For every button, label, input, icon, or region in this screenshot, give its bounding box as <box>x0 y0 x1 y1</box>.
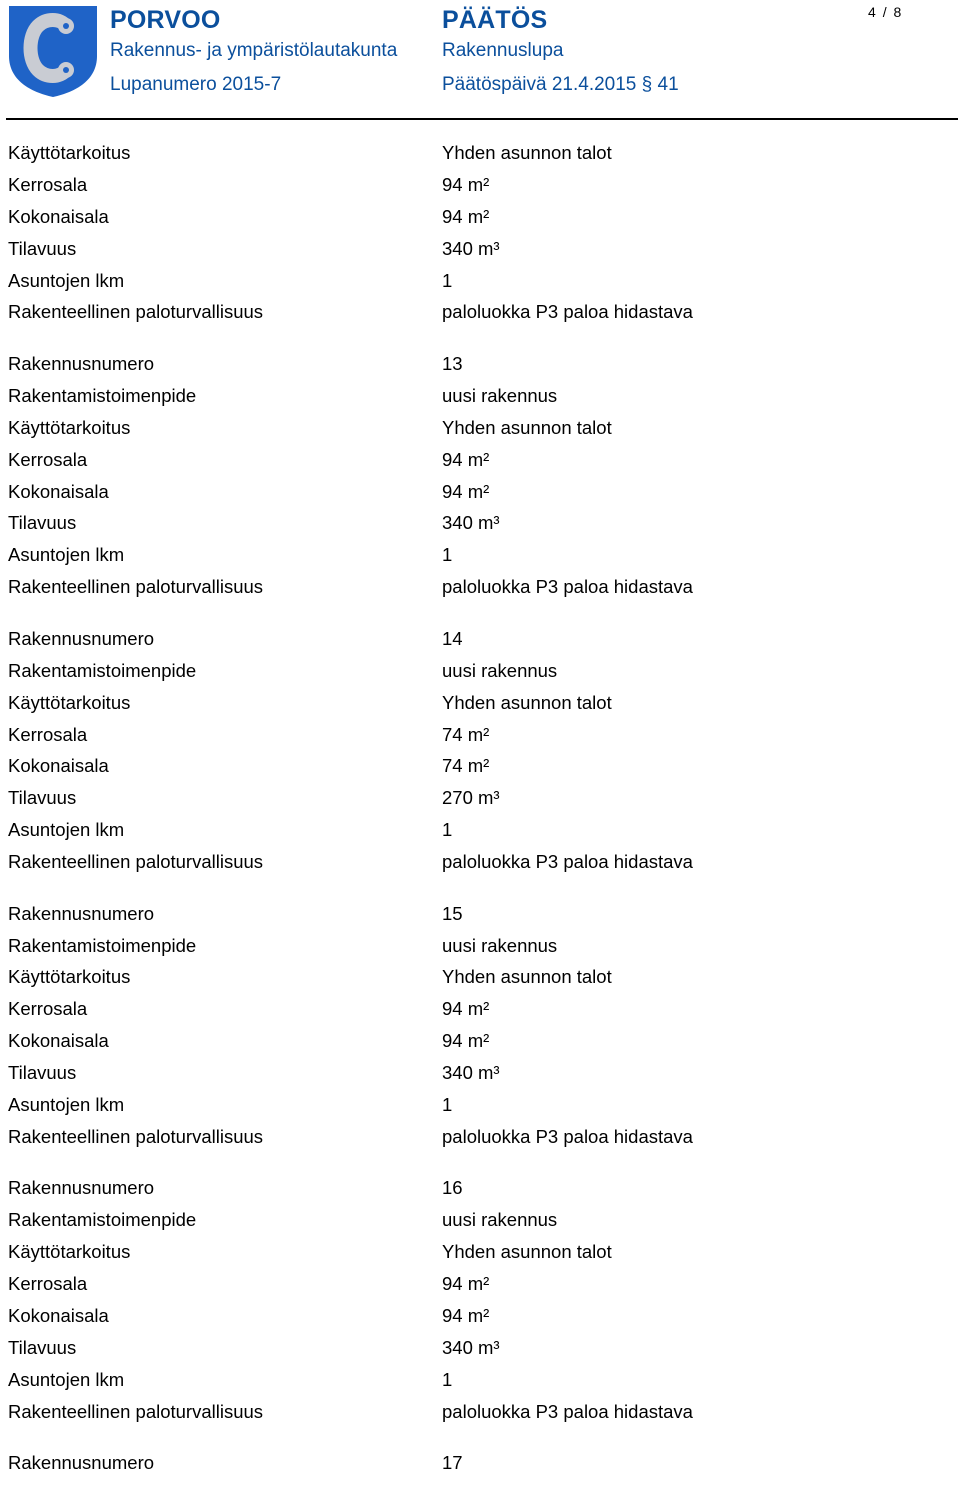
detail-row <box>0 1335 960 1367</box>
org-name: PORVOO <box>110 6 221 34</box>
detail-row <box>0 1367 960 1399</box>
detail-row <box>0 996 960 1028</box>
detail-row <box>0 383 960 415</box>
detail-label: Tilavuus <box>8 787 77 809</box>
detail-label: Rakentamistoimenpide <box>8 934 197 956</box>
detail-value: Yhden asunnon talot <box>442 966 612 988</box>
detail-label: Tilavuus <box>8 1336 77 1358</box>
detail-label: Rakennusnumero <box>8 1177 155 1199</box>
detail-row <box>0 236 960 268</box>
detail-label: Asuntojen lkm <box>8 819 125 841</box>
detail-label: Käyttötarkoitus <box>8 416 131 438</box>
detail-value: 340 m³ <box>442 1336 500 1358</box>
page-current: 4 <box>868 4 876 20</box>
detail-row <box>0 299 960 331</box>
detail-label: Tilavuus <box>8 237 77 259</box>
detail-value: 1 <box>442 1368 453 1390</box>
detail-value: 74 m² <box>442 723 490 745</box>
detail-label: Tilavuus <box>8 512 77 534</box>
detail-row <box>0 1092 960 1124</box>
detail-value: Yhden asunnon talot <box>442 691 612 713</box>
detail-row <box>0 933 960 965</box>
detail-row <box>0 574 960 606</box>
detail-label: Käyttötarkoitus <box>8 1241 131 1263</box>
detail-label: Rakennusnumero <box>8 902 155 924</box>
detail-label: Kokonaisala <box>8 205 109 227</box>
detail-value: Yhden asunnon talot <box>442 1241 612 1263</box>
detail-label: Asuntojen lkm <box>8 269 125 291</box>
detail-row <box>0 753 960 785</box>
detail-label: Rakentamistoimenpide <box>8 659 197 681</box>
detail-row <box>0 1028 960 1060</box>
header-divider <box>6 118 958 120</box>
detail-value: 94 m² <box>442 205 490 227</box>
detail-value: paloluokka P3 paloa hidastava <box>442 851 693 873</box>
detail-label: Rakenteellinen paloturvallisuus <box>8 1125 264 1147</box>
detail-label: Kerrosala <box>8 998 88 1020</box>
detail-label: Kerrosala <box>8 723 88 745</box>
building-block <box>0 1450 960 1482</box>
detail-value: 270 m³ <box>442 787 500 809</box>
decision-date: Päätöspäivä 21.4.2015 § 41 <box>442 74 679 95</box>
detail-row <box>0 901 960 933</box>
detail-value: 1 <box>442 544 453 566</box>
detail-label: Käyttötarkoitus <box>8 691 131 713</box>
detail-row <box>0 140 960 172</box>
detail-row <box>0 1207 960 1239</box>
detail-label: Kerrosala <box>8 173 88 195</box>
page-number <box>868 4 901 20</box>
page-total: 8 <box>893 4 902 20</box>
detail-row <box>0 785 960 817</box>
detail-label: Kokonaisala <box>8 1305 109 1327</box>
detail-row <box>0 658 960 690</box>
detail-row <box>0 1271 960 1303</box>
detail-value: paloluokka P3 paloa hidastava <box>442 301 693 323</box>
detail-row <box>0 479 960 511</box>
detail-row <box>0 1399 960 1431</box>
detail-label: Rakennusnumero <box>8 1452 155 1474</box>
detail-value: uusi rakennus <box>442 934 558 956</box>
detail-value: 340 m³ <box>442 237 500 259</box>
detail-row <box>0 510 960 542</box>
detail-row <box>0 268 960 300</box>
detail-value: 1 <box>442 819 453 841</box>
detail-value: 14 <box>442 627 463 649</box>
detail-value: 17 <box>442 1452 463 1474</box>
detail-value: 94 m² <box>442 1305 490 1327</box>
doc-subtype: Rakennuslupa <box>442 40 564 61</box>
detail-label: Käyttötarkoitus <box>8 142 131 163</box>
detail-row <box>0 447 960 479</box>
building-block <box>0 351 960 606</box>
detail-value: 94 m² <box>442 1273 490 1295</box>
detail-value: 94 m² <box>442 448 490 470</box>
detail-label: Rakennusnumero <box>8 627 155 649</box>
detail-value: 13 <box>442 353 463 375</box>
building-block <box>0 1175 960 1430</box>
detail-value: 16 <box>442 1177 463 1199</box>
detail-value: 74 m² <box>442 755 490 777</box>
detail-value: uusi rakennus <box>442 659 558 681</box>
detail-label: Käyttötarkoitus <box>8 966 131 988</box>
detail-value: 94 m² <box>442 998 490 1020</box>
detail-value: 340 m³ <box>442 512 500 534</box>
doc-type: PÄÄTÖS <box>442 6 548 34</box>
detail-row <box>0 1060 960 1092</box>
detail-label: Kokonaisala <box>8 755 109 777</box>
detail-value: Yhden asunnon talot <box>442 416 612 438</box>
detail-value: paloluokka P3 paloa hidastava <box>442 576 693 598</box>
detail-row <box>0 542 960 574</box>
detail-row <box>0 1450 960 1482</box>
detail-row <box>0 172 960 204</box>
detail-label: Asuntojen lkm <box>8 544 125 566</box>
detail-value: 94 m² <box>442 173 490 195</box>
detail-value: 94 m² <box>442 1030 490 1052</box>
detail-row <box>0 964 960 996</box>
detail-label: Kerrosala <box>8 448 88 470</box>
detail-row <box>0 1124 960 1156</box>
detail-label: Asuntojen lkm <box>8 1094 125 1115</box>
detail-row <box>0 351 960 383</box>
detail-value: 15 <box>442 902 463 924</box>
detail-label: Asuntojen lkm <box>8 1368 125 1390</box>
porvoo-coat-of-arms-icon <box>6 4 100 98</box>
detail-label: Kerrosala <box>8 1273 88 1295</box>
detail-row <box>0 415 960 447</box>
detail-label: Rakenteellinen paloturvallisuus <box>8 301 264 323</box>
detail-label: Tilavuus <box>8 1062 77 1084</box>
detail-row <box>0 690 960 722</box>
detail-label: Rakenteellinen paloturvallisuus <box>8 851 264 873</box>
detail-value: 340 m³ <box>442 1062 500 1084</box>
permit-number: Lupanumero 2015-7 <box>110 74 282 95</box>
detail-value: Yhden asunnon talot <box>442 142 612 163</box>
detail-value: paloluokka P3 paloa hidastava <box>442 1125 693 1147</box>
detail-row <box>0 1303 960 1335</box>
detail-row <box>0 1239 960 1271</box>
detail-value: uusi rakennus <box>442 1209 558 1231</box>
page-separator: / <box>882 4 887 20</box>
detail-label: Kokonaisala <box>8 480 109 502</box>
detail-row <box>0 722 960 754</box>
detail-row <box>0 817 960 849</box>
detail-row <box>0 204 960 236</box>
detail-label: Rakentamistoimenpide <box>8 384 197 406</box>
detail-label: Rakenteellinen paloturvallisuus <box>8 1400 264 1422</box>
building-block <box>0 140 960 331</box>
detail-row <box>0 626 960 658</box>
detail-value: uusi rakennus <box>442 384 558 406</box>
detail-row <box>0 849 960 881</box>
detail-label: Rakentamistoimenpide <box>8 1209 197 1231</box>
detail-label: Kokonaisala <box>8 1030 109 1052</box>
detail-label: Rakennusnumero <box>8 353 155 375</box>
building-block <box>0 901 960 1156</box>
detail-value: 1 <box>442 1094 453 1115</box>
building-details <box>0 140 960 1502</box>
board-name: Rakennus- ja ympäristölautakunta <box>110 40 398 61</box>
detail-label: Rakenteellinen paloturvallisuus <box>8 576 264 598</box>
building-block <box>0 626 960 881</box>
detail-value: paloluokka P3 paloa hidastava <box>442 1400 693 1422</box>
detail-row <box>0 1175 960 1207</box>
detail-value: 94 m² <box>442 480 490 502</box>
detail-value: 1 <box>442 269 453 291</box>
